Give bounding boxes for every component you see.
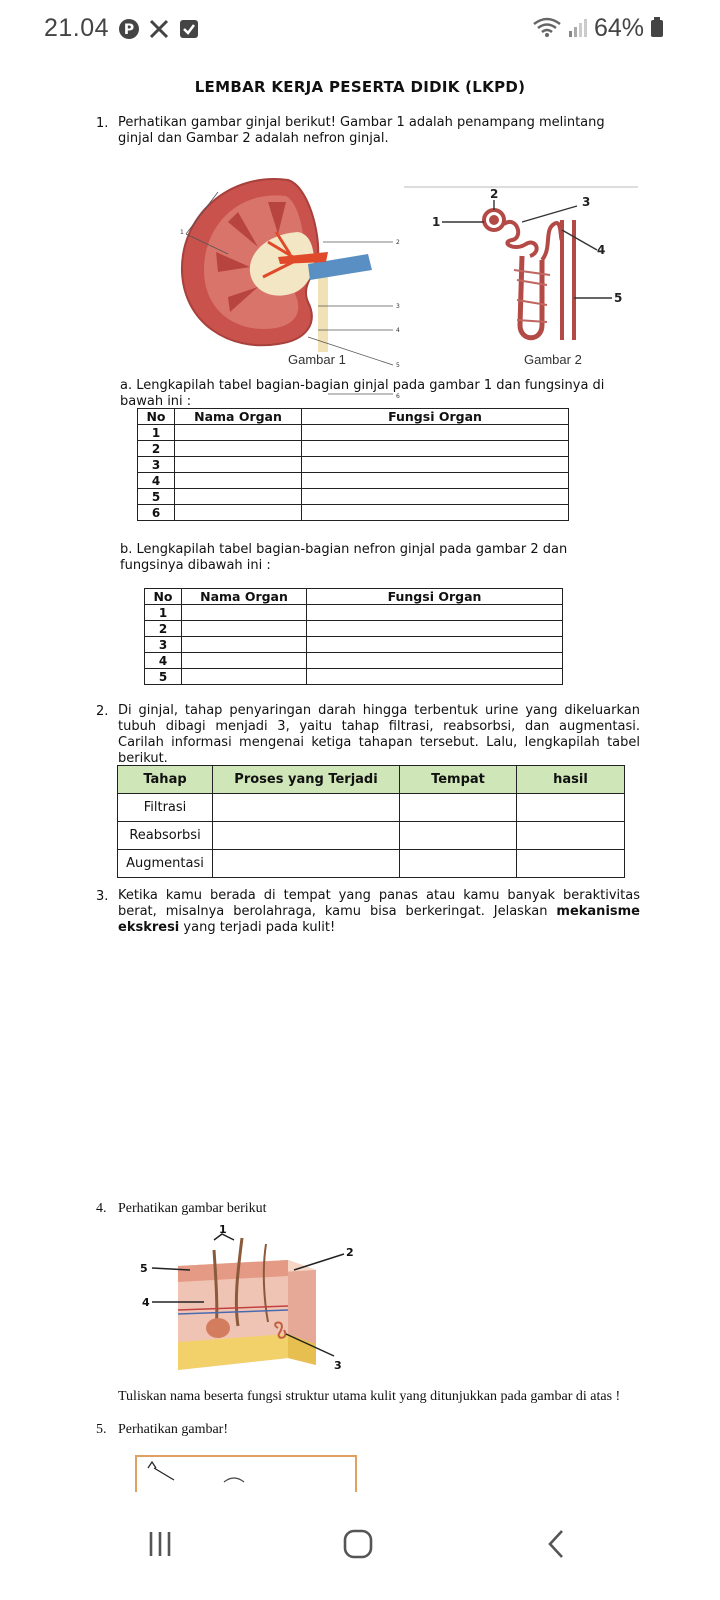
answer-cell[interactable] (302, 425, 569, 441)
table-row (118, 822, 625, 850)
svg-text:2: 2 (396, 239, 400, 246)
q2-header-hasil: hasil (517, 766, 625, 794)
svg-text:4: 4 (396, 327, 400, 334)
q5-text: Perhatikan gambar! (118, 1422, 229, 1437)
q1b-header-fungsi: Fungsi Organ (307, 589, 563, 605)
svg-text:4: 4 (142, 1296, 150, 1309)
answer-cell[interactable] (175, 489, 302, 505)
q5-number: 5. (96, 1422, 107, 1437)
answer-cell[interactable] (213, 822, 400, 850)
svg-text:2: 2 (346, 1246, 354, 1259)
q4-number: 4. (96, 1201, 107, 1216)
row-number: 2 (145, 621, 182, 637)
q1a-header-no: No (138, 409, 175, 425)
navigation-bar (0, 1492, 720, 1600)
table-row (138, 505, 569, 521)
table-row (138, 457, 569, 473)
q2-header-tempat: Tempat (400, 766, 517, 794)
fig1-label-1: 1 (180, 229, 184, 236)
answer-cell[interactable] (182, 669, 307, 685)
row-number: 5 (138, 489, 175, 505)
q1b-header-nama: Nama Organ (182, 589, 307, 605)
row-number: 3 (138, 457, 175, 473)
answer-cell[interactable] (302, 441, 569, 457)
svg-text:3: 3 (396, 303, 400, 310)
answer-cell[interactable] (213, 850, 400, 878)
battery-percent: 64% (593, 14, 644, 42)
answer-cell[interactable] (400, 822, 517, 850)
page-title: LEMBAR KERJA PESERTA DIDIK (LKPD) (194, 78, 526, 96)
back-icon[interactable] (538, 1522, 574, 1566)
answer-cell[interactable] (302, 457, 569, 473)
answer-cell[interactable] (182, 605, 307, 621)
nephron-figure (402, 160, 640, 358)
answer-cell[interactable] (175, 441, 302, 457)
checkbox-icon (178, 18, 200, 40)
skin-diagram-figure (138, 1223, 363, 1385)
q5-figure-partial (134, 1454, 358, 1492)
table-row (145, 669, 563, 685)
q3-text (118, 888, 640, 936)
answer-cell[interactable] (400, 794, 517, 822)
pinterest-icon (118, 18, 140, 40)
q1a-text: a. Lengkapilah tabel bagian-bagian ginjal pada gambar 1 dan fungsinya di bawah ini : (120, 378, 605, 409)
q2-header-proses: Proses yang Terjadi (213, 766, 400, 794)
status-time: 21.04 (44, 14, 110, 42)
svg-text:1: 1 (432, 215, 441, 229)
status-bar (0, 0, 720, 62)
q2-text: Di ginjal, tahap penyaringan darah hingga terbentuk urine yang dikeluarkan tubuh dibagi menjadi 3, yaitu tahap filtrasi, reabsorbsi, dan augmentasi. Carilah informasi mengenai ketiga tahapan tersebut. Lalu, lengkapilah tabel berikut. (118, 703, 640, 766)
stage-name: Filtrasi (118, 794, 213, 822)
q1b-text: b. Lengkapilah tabel bagian-bagian nefron ginjal pada gambar 2 dan fungsinya dibawah ini : (120, 542, 568, 573)
q4-text: Perhatikan gambar berikut (118, 1201, 267, 1216)
row-number: 4 (145, 653, 182, 669)
q1a-header-nama: Nama Organ (175, 409, 302, 425)
stage-name: Augmentasi (118, 850, 213, 878)
answer-cell[interactable] (307, 637, 563, 653)
svg-text:2: 2 (490, 187, 499, 201)
answer-cell[interactable] (182, 621, 307, 637)
table-row (118, 850, 625, 878)
answer-cell[interactable] (213, 794, 400, 822)
table-row (138, 473, 569, 489)
row-number: 1 (138, 425, 175, 441)
home-icon[interactable] (338, 1522, 378, 1566)
q3-text-bold: mekanisme ekskresi (118, 904, 640, 935)
q1-number: 1. (96, 116, 109, 131)
answer-cell[interactable] (175, 473, 302, 489)
q1a-header-fungsi: Fungsi Organ (302, 409, 569, 425)
table-row (138, 425, 569, 441)
svg-text:P: P (123, 22, 135, 38)
answer-cell[interactable] (307, 669, 563, 685)
battery-icon (650, 16, 664, 42)
recent-apps-icon[interactable] (140, 1522, 180, 1566)
answer-cell[interactable] (517, 850, 625, 878)
table-row (145, 621, 563, 637)
answer-cell[interactable] (307, 621, 563, 637)
answer-cell[interactable] (302, 473, 569, 489)
svg-text:5: 5 (396, 362, 400, 369)
table-row (118, 794, 625, 822)
answer-cell[interactable] (307, 653, 563, 669)
q1b-table (144, 588, 563, 685)
q2-table (117, 765, 625, 878)
answer-cell[interactable] (175, 425, 302, 441)
svg-text:3: 3 (582, 195, 591, 209)
svg-text:1: 1 (219, 1223, 227, 1236)
answer-cell[interactable] (182, 653, 307, 669)
row-number: 4 (138, 473, 175, 489)
svg-text:4: 4 (597, 243, 606, 257)
x-icon (148, 18, 170, 40)
row-number: 6 (138, 505, 175, 521)
answer-cell[interactable] (517, 822, 625, 850)
table-row (145, 605, 563, 621)
answer-cell[interactable] (175, 457, 302, 473)
row-number: 3 (145, 637, 182, 653)
q1a-table (137, 408, 569, 521)
q3-number: 3. (96, 889, 109, 904)
stage-name: Reabsorbsi (118, 822, 213, 850)
answer-cell[interactable] (307, 605, 563, 621)
wifi-icon (532, 16, 562, 42)
answer-cell[interactable] (302, 505, 569, 521)
svg-text:5: 5 (614, 291, 623, 305)
row-number: 1 (145, 605, 182, 621)
table-row (138, 441, 569, 457)
answer-cell[interactable] (517, 794, 625, 822)
q1b-header-no: No (145, 589, 182, 605)
q4-instruction: Tuliskan nama beserta fungsi struktur utama kulit yang ditunjukkan pada gambar di atas ! (118, 1389, 621, 1404)
svg-text:5: 5 (140, 1262, 148, 1275)
fig1-caption: Gambar 1 (288, 352, 346, 367)
row-number: 5 (145, 669, 182, 685)
table-row (145, 653, 563, 669)
signal-icon (568, 16, 588, 42)
svg-text:3: 3 (334, 1359, 342, 1372)
q1-text: Perhatikan gambar ginjal berikut! Gambar 1 adalah penampang melintang ginjal dan Gambar 2 adalah nefron ginjal. (118, 115, 605, 146)
q3-text-part: yang terjadi pada kulit! (179, 920, 336, 935)
svg-text:6: 6 (396, 393, 400, 400)
q3-text-part: Ketika kamu berada di tempat yang panas atau kamu banyak beraktivitas berat, misalnya berolahraga, kamu bisa berkeringat. Jelaskan (118, 888, 640, 919)
table-row (138, 489, 569, 505)
q2-header-tahap: Tahap (118, 766, 213, 794)
fig2-caption: Gambar 2 (524, 352, 582, 367)
row-number: 2 (138, 441, 175, 457)
answer-cell[interactable] (400, 850, 517, 878)
q2-number: 2. (96, 704, 109, 719)
answer-cell[interactable] (175, 505, 302, 521)
table-row (145, 637, 563, 653)
answer-cell[interactable] (302, 489, 569, 505)
document-view[interactable] (0, 62, 720, 1492)
answer-cell[interactable] (182, 637, 307, 653)
